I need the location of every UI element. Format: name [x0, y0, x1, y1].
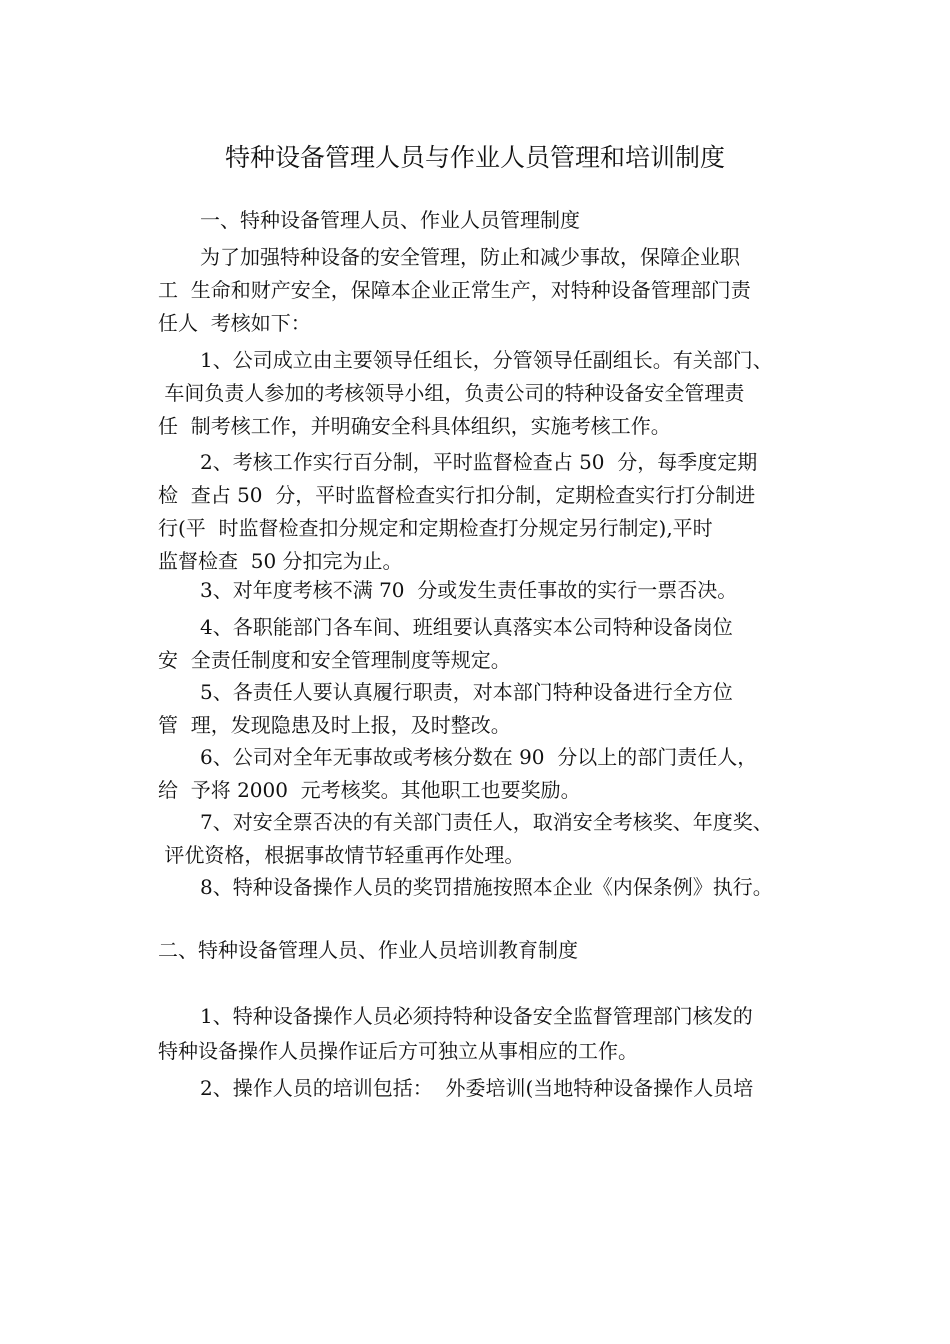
- section2-item-1-line: 1、特种设备操作人员必须持特种设备安全监督管理部门核发的: [200, 1004, 753, 1028]
- section1-item-1-line: 1、公司成立由主要领导任组长，分管领导任副组长。有关部门、: [200, 348, 773, 372]
- section1-item-3-line: 3、对年度考核不满 70 分或发生责任事故的实行一票否决。: [200, 578, 738, 602]
- section2-item-1-line: 特种设备操作人员操作证后方可独立从事相应的工作。: [158, 1039, 638, 1063]
- section1-item-6-line: 6、公司对全年无事故或考核分数在 90 分以上的部门责任人，: [200, 745, 758, 769]
- section1-item-8-line: 8、特种设备操作人员的奖罚措施按照本企业《内保条例》执行。: [200, 875, 773, 899]
- section1-intro-line: 工 生命和财产安全，保障本企业正常生产，对特种设备管理部门责: [158, 278, 751, 302]
- section1-item-4-line: 4、各职能部门各车间、班组要认真落实本公司特种设备岗位: [200, 615, 733, 639]
- section1-intro-line: 为了加强特种设备的安全管理，防止和减少事故，保障企业职: [200, 245, 740, 269]
- section1-item-2-line: 监督检查 50 分扣完为止。: [158, 549, 403, 573]
- section1-item-1-line: 车间负责人参加的考核领导小组，负责公司的特种设备安全管理责: [158, 381, 745, 405]
- section2-item-2-line: 2、操作人员的培训包括： 外委培训(当地特种设备操作人员培: [200, 1076, 754, 1100]
- section1-intro-line: 任人 考核如下：: [158, 311, 311, 335]
- section1-item-1-line: 任 制考核工作，并明确安全科具体组织，实施考核工作。: [158, 414, 671, 438]
- section1-item-7-line: 7、对安全票否决的有关部门责任人，取消安全考核奖、年度奖、: [200, 810, 773, 834]
- section2-heading: 二、特种设备管理人员、作业人员培训教育制度: [158, 938, 578, 962]
- section1-item-7-line: 评优资格，根据事故情节轻重再作处理。: [158, 843, 525, 867]
- section1-item-2-line: 检 查占 50 分，平时监督检查实行扣分制，定期检查实行打分制进: [158, 483, 756, 507]
- section1-item-5-line: 管 理，发现隐患及时上报，及时整改。: [158, 713, 511, 737]
- section1-heading: 一、特种设备管理人员、作业人员管理制度: [200, 208, 580, 232]
- document-title: 特种设备管理人员与作业人员管理和培训制度: [224, 143, 725, 172]
- section1-item-5-line: 5、各责任人要认真履行职责，对本部门特种设备进行全方位: [200, 680, 733, 704]
- section1-item-2-line: 行(平 时监督检查扣分规定和定期检查打分规定另行制定),平时: [158, 516, 713, 540]
- section1-item-2-line: 2、考核工作实行百分制，平时监督检查占 50 分，每季度定期: [200, 450, 758, 474]
- section1-item-6-line: 给 予将 2000 元考核奖。其他职工也要奖励。: [158, 778, 581, 802]
- section1-item-4-line: 安 全责任制度和安全管理制度等规定。: [158, 648, 511, 672]
